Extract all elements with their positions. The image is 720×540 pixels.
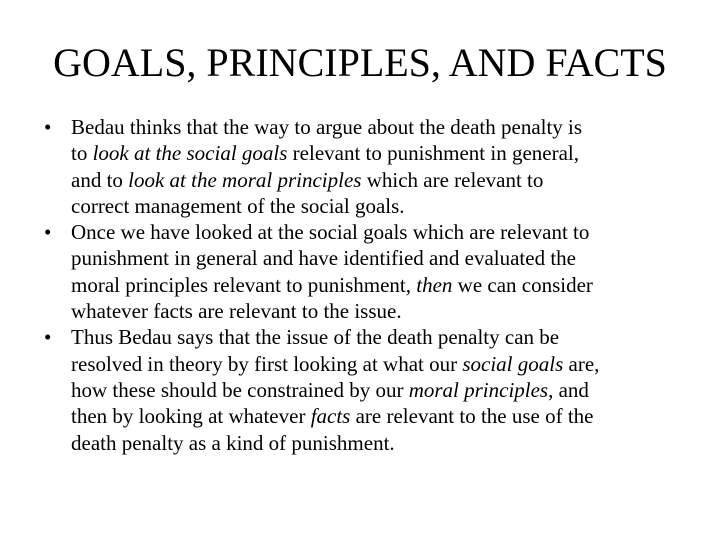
bullet-item	[44, 219, 694, 324]
bullet-line	[71, 245, 694, 271]
emphasis-text: social goals	[462, 351, 564, 376]
bullet-text: moral principles relevant to punishment,	[71, 272, 417, 297]
emphasis-text: then	[416, 272, 453, 297]
bullet-line	[71, 430, 694, 456]
bullet-line	[71, 377, 694, 403]
bullet-text: are,	[563, 351, 600, 376]
bullet-text: we can consider	[452, 272, 593, 297]
emphasis-text: facts	[310, 404, 351, 429]
bullet-item	[44, 114, 694, 219]
bullet-text: punishment in general and have identified and evaluated the	[71, 246, 576, 271]
bullet-text: Bedau thinks that the way to argue about the death penalty is	[71, 115, 583, 139]
bullet-dot: •	[44, 325, 52, 350]
bullet-line	[71, 351, 694, 377]
emphasis-text: moral principles	[408, 377, 549, 402]
bullet-text: how these should be constrained by our	[71, 377, 409, 402]
bullet-line	[71, 193, 694, 219]
emphasis-text: look at the moral principles	[128, 167, 362, 192]
bullet-list	[44, 114, 694, 456]
bullet-text: , and	[548, 377, 589, 402]
bullet-text: resolved in theory by first looking at what our	[71, 351, 463, 376]
bullet-text: Thus Bedau says that the issue of the death penalty can be	[71, 325, 560, 350]
emphasis-text: look at the social goals	[92, 141, 288, 166]
bullet-dot: •	[44, 115, 52, 139]
bullet-text: which are relevant to	[361, 167, 544, 192]
bullet-line	[71, 219, 694, 245]
bullet-text: relevant to punishment in general,	[287, 141, 580, 166]
bullet-line	[71, 403, 694, 429]
bullet-text: Once we have looked at the social goals which are relevant to	[71, 220, 590, 245]
bullet-text: correct management of the social goals.	[71, 193, 405, 218]
bullet-text: then by looking at whatever	[71, 404, 311, 429]
bullet-text: and to	[71, 167, 129, 192]
slide-title: GOALS, PRINCIPLES, AND FACTS	[53, 40, 667, 85]
bullet-text: whatever facts are relevant to the issue.	[71, 299, 402, 324]
bullet-dot: •	[44, 220, 52, 245]
bullet-text: are relevant to the use of the	[350, 404, 594, 429]
bullet-line	[71, 324, 694, 350]
bullet-line	[71, 272, 694, 298]
bullet-line	[71, 114, 694, 140]
bullet-text: to	[71, 141, 93, 166]
bullet-item	[44, 324, 694, 455]
bullet-line	[71, 140, 694, 166]
bullet-line	[71, 298, 694, 324]
bullet-text: death penalty as a kind of punishment.	[71, 430, 395, 455]
bullet-line	[71, 167, 694, 193]
